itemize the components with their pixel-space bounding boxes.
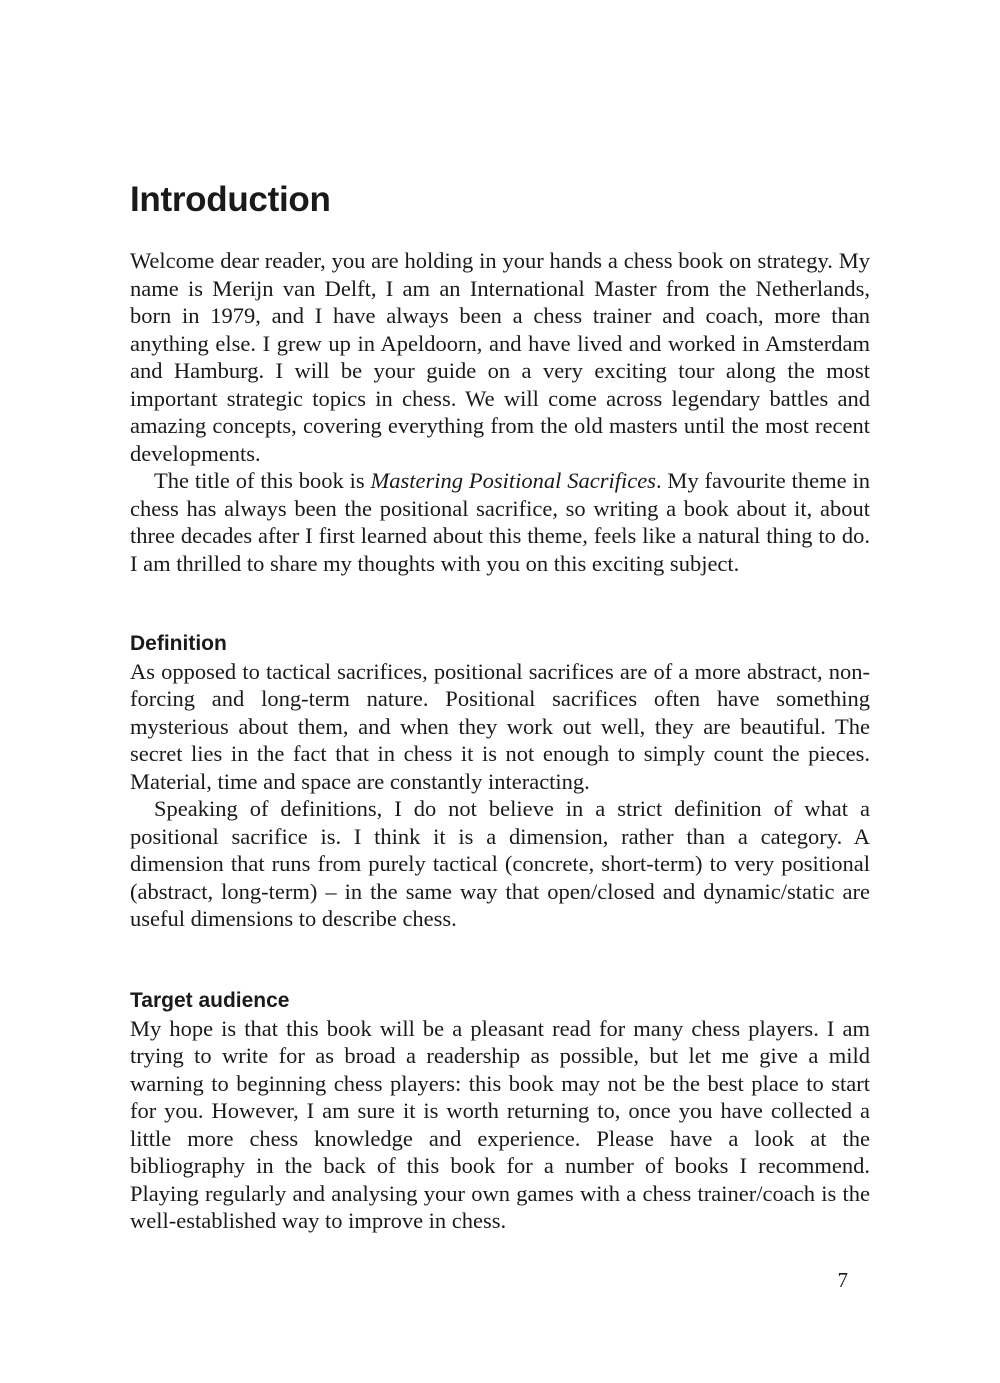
definition-paragraph-1: As opposed to tactical sacrifices, positional sacrifices are of a more abstract, non-forcing and long-term nature. Positional sacrifices often have something mysterious about them, and when they work out well, they are beautiful. The secret lies in the fact that in chess it is not enough to simply count the pieces. Material, time and space are constantly interacting. [130, 658, 870, 794]
chapter-title: Introduction [130, 180, 331, 219]
intro-paragraph: Welcome dear reader, you are holding in your hands a chess book on strategy. My name is Merijn van Delft, I am an International Master from the Netherlands, born in 1979, and I have always been a chess trainer and coach, more than anything else. I grew up in Apeldoorn, and have lived and worked in Amsterdam and Hamburg. I will be your guide on a very exciting tour along the most important strategic topics in chess. We will come across legendary battles and amazing concepts, covering everything from the old masters until the most recent developments. [130, 248, 870, 466]
definition-section [130, 630, 870, 933]
title-paragraph-start: The title of this book is [154, 468, 371, 493]
page-number: 7 [837, 1268, 848, 1292]
definition-paragraph-2: Speaking of definitions, I do not believe in a strict definition of what a positional sacrifice is. I think it is a dimension, rather than a category. A dimension that runs from purely tactical (concrete, short-term) to very positional (abstract, long-term) – in the same way that open/closed and dynamic/static are useful dimensions to describe chess. [130, 796, 870, 931]
book-title: Mastering Positional Sacrifices [370, 468, 656, 493]
section-heading-target-audience: Target audience [130, 989, 290, 1012]
introduction-text [130, 247, 870, 577]
title-paragraph [130, 467, 870, 577]
section-heading-definition: Definition [130, 632, 227, 655]
target-audience-section [130, 987, 870, 1235]
title-paragraph-end: . My favourite theme in chess has always been the positional sacrifice, so writing a book about it, about three decades after I first learned about this theme, feels like a natural thing to do. I am thrilled to share my thoughts with you on this exciting subject. [130, 468, 870, 576]
target-audience-paragraph: My hope is that this book will be a pleasant read for many chess players. I am trying to write for as broad a readership as possible, but let me give a mild warning to beginning chess players: this book may not be the best place to start for you. However, I am sure it is worth returning to, once you have collected a little more chess knowledge and experience. Please have a look at the bibliography in the back of this book for a number of books I recommend. Playing regularly and analysing your own games with a chess trainer/coach is the well-established way to improve in chess. [130, 1015, 870, 1233]
book-page [130, 0, 870, 1383]
